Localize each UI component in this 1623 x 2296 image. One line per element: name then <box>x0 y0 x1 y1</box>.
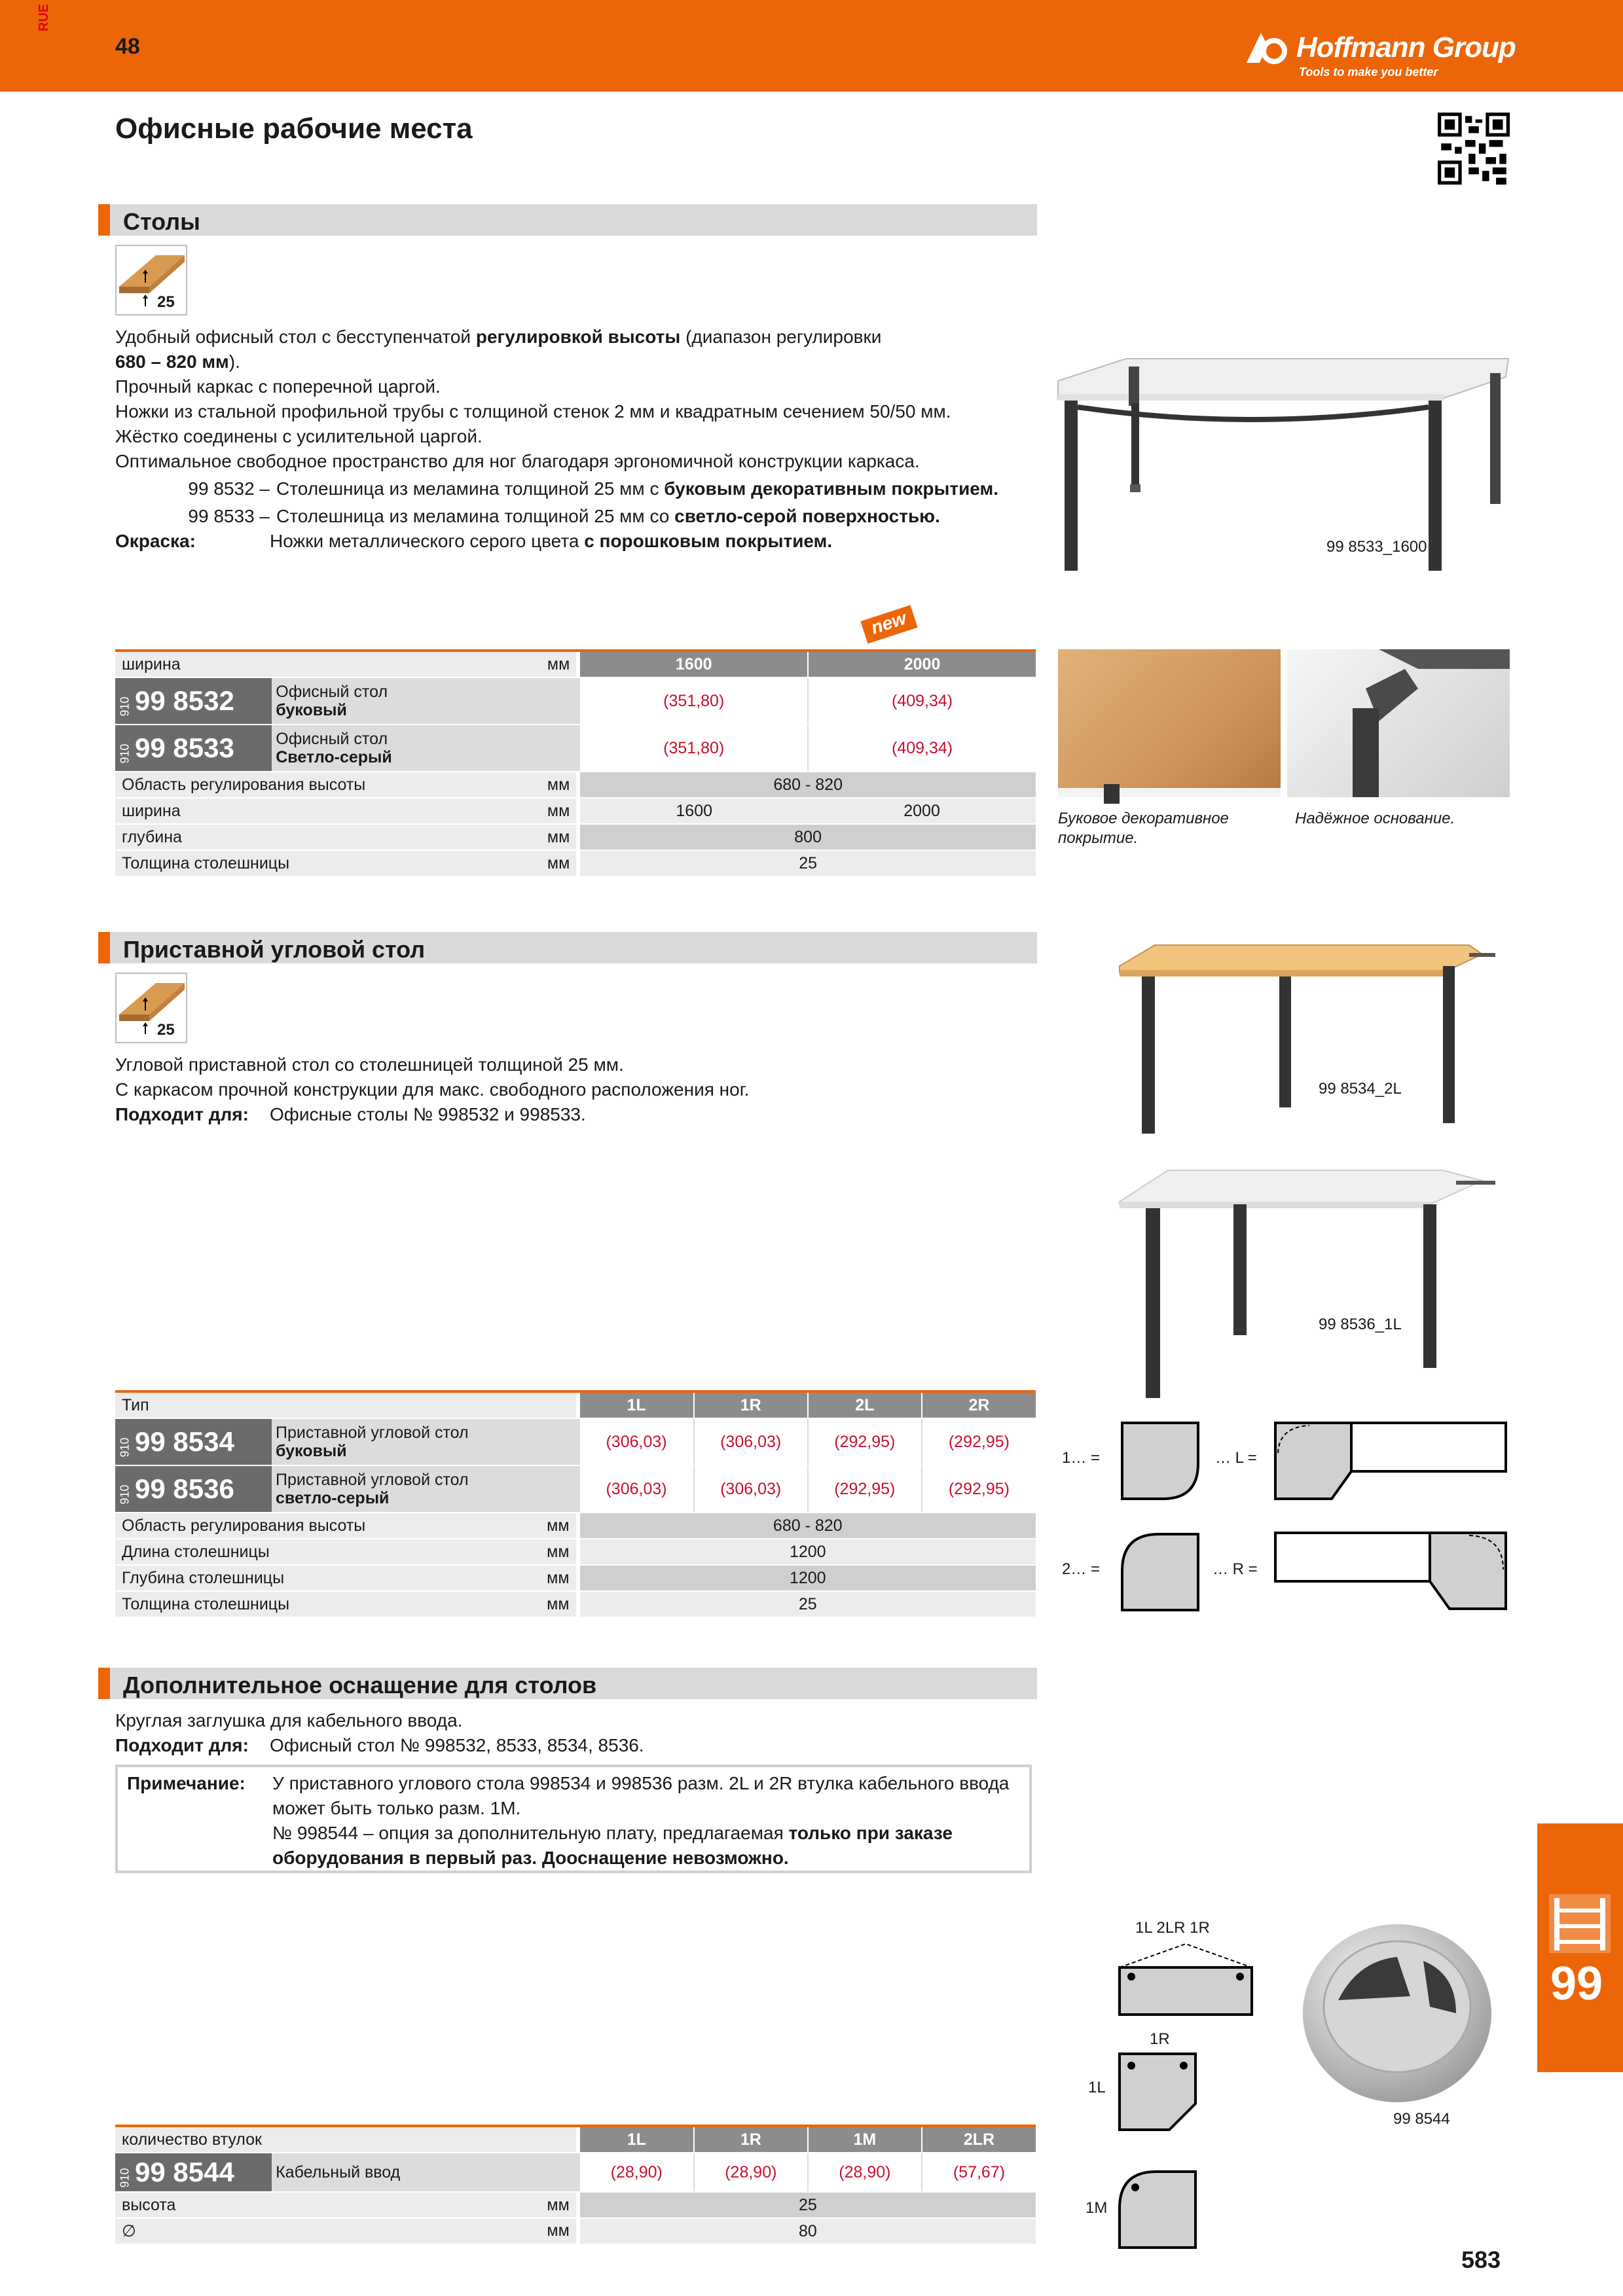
grommet-position-1l-1r-icon <box>1117 2051 1198 2132</box>
column-header: 1M <box>808 2126 922 2153</box>
price: (306,03) <box>694 1418 808 1465</box>
photo-caption-beech: Буковое декоративное покрытие. <box>1058 810 1229 847</box>
thickness-value: 25 <box>157 293 175 311</box>
spec-unit: мм <box>547 2221 570 2240</box>
brand-logo <box>1244 18 1519 84</box>
thickness-value: 25 <box>157 1021 175 1039</box>
spec-row <box>115 1591 1036 1617</box>
shape-1-icon <box>1120 1420 1201 1501</box>
article-number[interactable]: 99 8533 <box>135 732 234 763</box>
spec-unit: мм <box>547 1542 570 1561</box>
variant-number: 99 8532 – <box>188 478 270 499</box>
spec-unit: мм <box>547 1516 570 1535</box>
article-prefix: 910 <box>118 1484 132 1505</box>
language-code: RUE <box>37 3 51 31</box>
column-header: 1600 <box>580 651 808 677</box>
section-title: Столы <box>123 208 200 235</box>
legend-label: … R = <box>1213 1560 1258 1578</box>
image-caption: 99 8536_1L <box>1319 1316 1402 1333</box>
column-header: 2000 <box>808 651 1036 677</box>
header-label: Тип <box>115 1391 576 1418</box>
text: (диапазон регулировки <box>680 327 882 347</box>
spec-label: Область регулирования высоты <box>122 775 366 794</box>
new-badge: new <box>860 605 917 644</box>
header-unit: мм <box>547 655 570 673</box>
spec-value: 680 - 820 <box>580 1513 1036 1539</box>
spec-label: высота <box>122 2195 176 2214</box>
spec-value: 1200 <box>580 1539 1036 1565</box>
price: (351,80) <box>580 725 808 772</box>
shape-2-icon <box>1120 1532 1201 1613</box>
text: Круглая заглушка для кабельного ввода. <box>115 1710 463 1731</box>
image-caption: 99 8533_1600 <box>1326 538 1427 556</box>
spec-label: глубина <box>122 827 182 846</box>
text: Угловой приставной стол со столешницей толщиной 25 мм. <box>115 1054 624 1075</box>
product-name: Приставной угловой стол <box>276 1471 469 1489</box>
product-name: Офисный стол <box>276 683 388 701</box>
grommet-position-2lr-icon <box>1117 1941 1254 2017</box>
column-header: 1R <box>694 1391 808 1418</box>
product-variant: Светло-серый <box>276 748 392 766</box>
spec-value: 1200 <box>580 1565 1036 1591</box>
corner-table-description <box>115 1052 1032 1127</box>
article-prefix: 910 <box>118 696 132 717</box>
diagram-label: 1L <box>1088 2079 1106 2096</box>
legend-label: … L = <box>1215 1449 1257 1467</box>
spec-value: 25 <box>580 850 1036 876</box>
product-name: Офисный стол <box>276 730 388 748</box>
text: Столешница из меламина толщиной 25 мм с <box>276 478 665 499</box>
accessories-spec-table <box>115 2125 1036 2245</box>
text: Ножки металлического серого цвета <box>270 531 585 551</box>
product-name: Кабельный ввод <box>272 2153 576 2192</box>
note-label: Примечание: <box>127 1773 246 1793</box>
price: (409,34) <box>808 677 1036 725</box>
shape-left-icon <box>1273 1420 1508 1501</box>
column-header: 2R <box>922 1391 1036 1418</box>
spec-unit: мм <box>547 853 570 872</box>
table-row <box>115 1418 1036 1465</box>
corner-table-beech-image <box>1116 940 1508 1136</box>
table-header-row <box>115 651 1036 677</box>
spec-row <box>115 1539 1036 1565</box>
text-bold: светло-серой поверхностью. <box>674 506 940 526</box>
article-prefix: 910 <box>118 1437 132 1458</box>
price: (306,03) <box>694 1465 808 1513</box>
table-row <box>115 2153 1036 2192</box>
product-variant: светло-серый <box>276 1489 390 1507</box>
note-text: У приставного углового стола 998534 и 998536 разм. 2L и 2R втулка кабельного ввода <box>272 1773 1010 1793</box>
tabletop-thickness-icon <box>115 245 187 315</box>
shelving-icon <box>1549 1894 1611 1953</box>
brand-mark-icon <box>1244 29 1291 65</box>
price: (57,67) <box>922 2153 1036 2192</box>
column-header: 2LR <box>922 2126 1036 2153</box>
note-text-bold: оборудования в первый раз. Дооснащение невозможно. <box>272 1848 789 1868</box>
price: (306,03) <box>580 1465 694 1513</box>
note-text-bold: только при заказе <box>788 1823 953 1843</box>
tables-spec-table <box>115 649 1036 877</box>
spec-row <box>115 2192 1036 2218</box>
spec-label: Толщина столешницы <box>122 853 290 872</box>
article-number[interactable]: 99 8544 <box>135 2157 234 2187</box>
frame-detail-photo <box>1287 649 1510 797</box>
page-number: 583 <box>1461 2246 1501 2273</box>
section-header-corner-table <box>98 932 1037 963</box>
table-row <box>115 1465 1036 1513</box>
text-bold: регулировкой высоты <box>475 327 681 347</box>
spec-unit: мм <box>547 1568 570 1587</box>
note-box <box>115 1765 1032 1873</box>
legend-label: 1… = <box>1062 1449 1101 1467</box>
price: (409,34) <box>808 725 1036 772</box>
brand-tagline: Tools to make you better <box>1299 65 1438 79</box>
text: Офисный стол № 998532, 8533, 8534, 8536. <box>270 1735 644 1755</box>
article-number[interactable]: 99 8532 <box>135 685 234 716</box>
article-prefix: 910 <box>118 2168 132 2188</box>
spec-label: Глубина столешницы <box>122 1568 285 1587</box>
text: Ножки из стальной профильной трубы с толщиной стенок 2 мм и квадратным сечением 50/50 мм. <box>115 401 951 422</box>
article-number[interactable]: 99 8534 <box>135 1426 234 1457</box>
corner-table-spec-table <box>115 1390 1036 1618</box>
section-title: Приставной угловой стол <box>123 936 426 963</box>
diagram-label: 1R <box>1150 2030 1170 2048</box>
text: ). <box>228 351 240 372</box>
section-title: Дополнительное оснащение для столов <box>123 1672 597 1698</box>
column-header: 1L <box>580 2126 694 2153</box>
price: (306,03) <box>580 1418 694 1465</box>
chapter-number: 99 <box>1550 1958 1603 2010</box>
office-desk-image <box>1054 353 1512 576</box>
beech-surface-photo <box>1058 649 1281 797</box>
tabletop-thickness-icon <box>115 973 187 1043</box>
price: (28,90) <box>808 2153 922 2192</box>
text-bold: с порошковым покрытием. <box>584 531 833 551</box>
price: (292,95) <box>922 1418 1036 1465</box>
spec-row <box>115 798 1036 824</box>
note-text: № 998544 – опция за дополнительную плату, предлагаемая <box>272 1823 789 1843</box>
product-variant: буковый <box>276 1442 347 1460</box>
header-label: количество втулок <box>115 2126 576 2153</box>
grommet-position-1m-icon <box>1117 2169 1198 2250</box>
brand-name: Hoffmann Group <box>1296 31 1516 63</box>
spec-row <box>115 1565 1036 1591</box>
column-header: 2L <box>808 1391 922 1418</box>
section-header-accessories <box>98 1668 1037 1699</box>
photo-caption-frame: Надёжное основание. <box>1295 810 1455 827</box>
spec-unit: мм <box>547 1594 570 1613</box>
text: Оптимальное свободное пространство для ног благодаря эргономичной конструкции каркаса. <box>115 451 920 471</box>
price: (292,95) <box>808 1418 922 1465</box>
spec-unit: мм <box>547 801 570 820</box>
text: Жёстко соединены с усилительной царгой. <box>115 426 483 446</box>
diagram-label: 1L 2LR 1R <box>1135 1919 1210 1937</box>
text: Офисные столы № 998532 и 998533. <box>270 1104 586 1124</box>
spec-value: 25 <box>580 2192 1036 2218</box>
spec-value: 80 <box>580 2218 1036 2244</box>
section-header-tables <box>98 204 1037 236</box>
price: (28,90) <box>694 2153 808 2192</box>
diagram-label: 1M <box>1085 2199 1108 2217</box>
spec-label: Область регулирования высоты <box>122 1516 366 1535</box>
spec-row <box>115 850 1036 876</box>
qr-code-icon[interactable] <box>1438 113 1510 185</box>
table-header-row <box>115 1391 1036 1418</box>
column-header: 1L <box>580 1391 694 1418</box>
shape-right-icon <box>1273 1530 1508 1611</box>
text: Удобный офисный стол с бесступенчатой <box>115 327 476 347</box>
text: С каркасом прочной конструкции для макс. свободного расположения ног. <box>115 1079 750 1100</box>
price: (28,90) <box>580 2153 694 2192</box>
article-number[interactable]: 99 8536 <box>135 1473 234 1504</box>
spec-row <box>115 824 1036 850</box>
spec-value: 1600 <box>580 798 808 824</box>
spec-value: 680 - 820 <box>580 772 1036 798</box>
image-caption: 99 8534_2L <box>1319 1080 1402 1098</box>
spec-unit: мм <box>547 827 570 846</box>
chapter-tab[interactable] <box>1537 1823 1623 2072</box>
fits-label: Подходит для: <box>115 1104 249 1124</box>
spec-value: 25 <box>580 1591 1036 1617</box>
spec-row <box>115 2218 1036 2244</box>
image-caption: 99 8544 <box>1393 2110 1450 2128</box>
header-label: ширина <box>122 655 181 673</box>
spec-value: 2000 <box>808 798 1036 824</box>
price: (351,80) <box>580 677 808 725</box>
product-name: Приставной угловой стол <box>276 1424 469 1442</box>
spec-value: 800 <box>580 824 1036 850</box>
cable-grommet-image <box>1299 1915 1495 2105</box>
column-header: 1R <box>694 2126 808 2153</box>
page-title: Офисные рабочие места <box>115 113 473 145</box>
spec-label: ширина <box>122 801 181 820</box>
spec-row <box>115 1513 1036 1539</box>
price: (292,95) <box>922 1465 1036 1513</box>
variant-number: 99 8533 – <box>188 506 270 526</box>
fits-label: Подходит для: <box>115 1735 249 1755</box>
spec-unit: мм <box>547 775 570 794</box>
price: (292,95) <box>808 1465 922 1513</box>
corner-table-grey-image <box>1116 1165 1508 1401</box>
text: Прочный каркас с поперечной царгой. <box>115 376 441 397</box>
text-bold: 680 – 820 мм <box>115 351 229 372</box>
spec-unit: мм <box>547 2195 570 2214</box>
note-text: может быть только разм. 1M. <box>272 1798 521 1818</box>
spec-row <box>115 772 1036 798</box>
product-variant: буковый <box>276 701 347 719</box>
spec-label: ∅ <box>122 2222 136 2240</box>
accessories-description <box>115 1708 1032 1758</box>
tables-description <box>115 325 1045 554</box>
page-number-left: 48 <box>115 34 140 59</box>
article-prefix: 910 <box>118 744 132 764</box>
legend-label: 2… = <box>1062 1560 1101 1578</box>
spec-label: Длина столешницы <box>122 1542 270 1561</box>
paint-label: Окраска: <box>115 531 196 551</box>
table-header-row <box>115 2126 1036 2153</box>
spec-label: Толщина столешницы <box>122 1594 290 1613</box>
table-row <box>115 725 1036 772</box>
text-bold: буковым декоративным покрытием. <box>664 478 999 499</box>
table-row <box>115 677 1036 725</box>
text: Столешница из меламина толщиной 25 мм со <box>276 506 675 526</box>
